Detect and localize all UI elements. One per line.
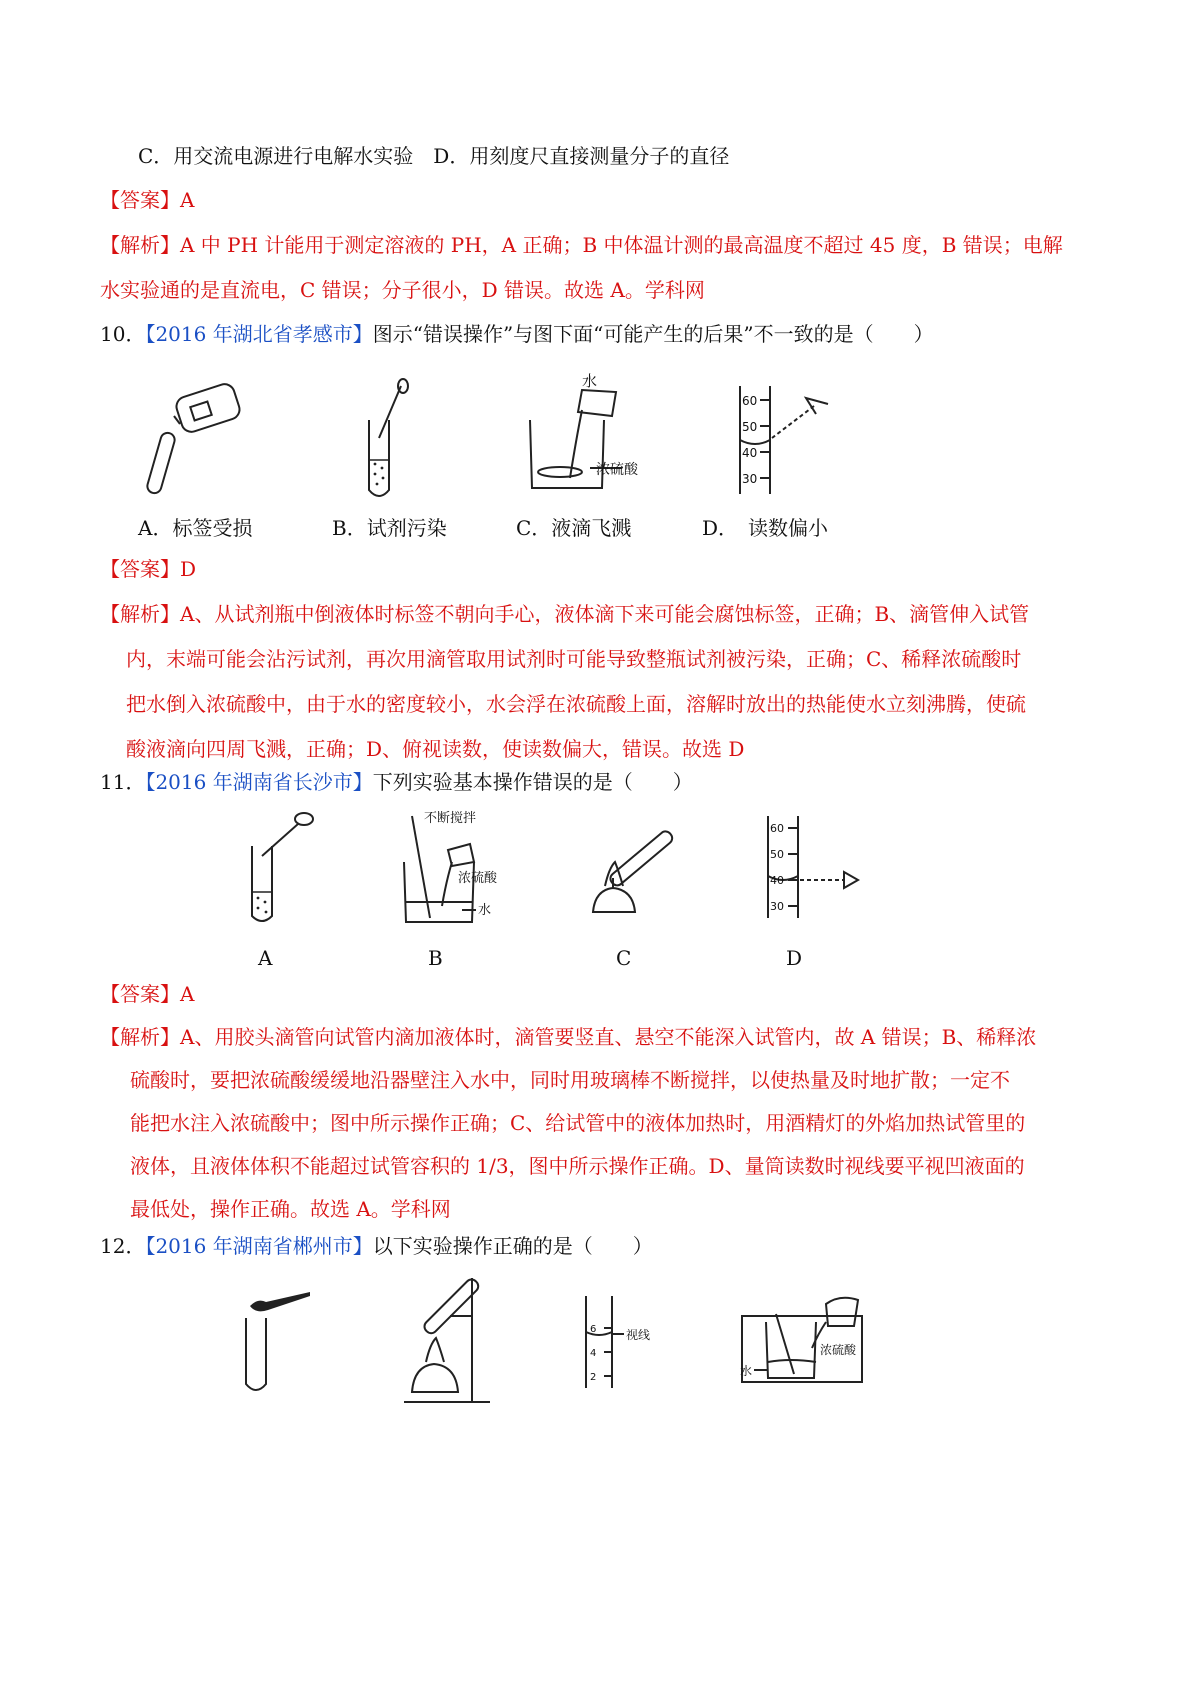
q12-figure-2	[390, 1270, 500, 1410]
q10-analysis-line2: 内，末端可能会沾污试剂，再次用滴管取用试剂时可能导致整瓶试剂被污染，正确；C、稀释浓硫酸时	[126, 647, 1022, 671]
q12-figure-1	[236, 1288, 326, 1398]
q11-analysis-line3: 能把水注入浓硫酸中；图中所示操作正确；C、给试管中的液体加热时，用酒精灯的外焰加热试管里的	[130, 1111, 1026, 1135]
tick-label: 6	[590, 1324, 597, 1335]
q10-figure-b	[355, 378, 415, 508]
q9-analysis-line1	[100, 233, 1063, 257]
q11-analysis-line2: 硫酸时，要把浓硫酸缓缓地沿器壁注入水中，同时用玻璃棒不断搅拌，以使热量及时地扩散；一定不	[130, 1068, 1010, 1092]
q11-caption-a: A	[258, 946, 273, 970]
question-number: 10．	[100, 322, 146, 346]
fig-label-acid: 浓硫酸	[596, 462, 638, 478]
q11-analysis-line1	[100, 1025, 1036, 1049]
tick-label: 60	[770, 822, 784, 835]
tick-label: 50	[770, 848, 784, 861]
q11-figure-c	[575, 816, 695, 926]
q12-stem-line	[100, 1234, 653, 1258]
q10-analysis-line3: 把水倒入浓硫酸中，由于水的密度较小，水会浮在浓硫酸上面，溶解时放出的热能使水立刻沸腾，使硫	[126, 692, 1026, 716]
q11-caption-b: B	[428, 946, 443, 970]
q10-answer-line	[100, 557, 196, 581]
q11-analysis-line4: 液体，且液体体积不能超过试管容积的 1/3，图中所示操作正确。D、量筒读数时视线要平视凹液面的	[130, 1154, 1025, 1178]
q12-figure-3	[578, 1292, 678, 1392]
fig-label-water: 水	[740, 1364, 753, 1378]
tick-label: 30	[742, 472, 758, 486]
tick-label: 4	[590, 1348, 597, 1359]
q11-figure-a	[232, 810, 322, 930]
fig-label-stir: 不断搅拌	[424, 811, 477, 826]
answer-tag: 【答案】	[100, 188, 180, 212]
analysis-text: A、用胶头滴管向试管内滴加液体时，滴管要竖直、悬空不能深入试管内，故 A 错误；B、稀释浓	[180, 1025, 1037, 1049]
q10-analysis-line4: 酸液滴向四周飞溅，正确；D、俯视读数，使读数偏大，错误。故选 D	[126, 737, 745, 761]
question-stem: 以下实验操作正确的是（ ）	[372, 1234, 653, 1258]
q10-stem-line	[100, 322, 934, 346]
q11-caption-d: D	[786, 946, 803, 970]
fig-label-sight: 视线	[626, 1328, 651, 1342]
q11-caption-c: C	[616, 946, 632, 970]
q9-analysis-line2: 水实验通的是直流电，C 错误；分子很小，D 错误。故选 A。学科网	[100, 278, 705, 302]
tick-label: 40	[742, 446, 758, 460]
question-source: 【2016 年湖南省长沙市】	[145, 770, 373, 794]
q10-figure-d	[730, 380, 840, 500]
q11-stem-line	[100, 770, 693, 794]
answer-value: D	[180, 557, 197, 581]
tick-label: 50	[742, 420, 758, 434]
q11-figure-d	[760, 812, 870, 922]
q11-figure-b	[390, 806, 520, 930]
q10-figure-a	[140, 380, 250, 500]
q10-option-b: B．试剂污染	[332, 516, 447, 540]
tick-label: 30	[770, 900, 784, 913]
q9-answer-line	[100, 188, 194, 212]
tick-label: 60	[742, 394, 758, 408]
question-source: 【2016 年湖南省郴州市】	[145, 1234, 373, 1258]
q11-analysis-line5: 最低处，操作正确。故选 A。学科网	[130, 1197, 451, 1221]
tick-label: 40	[770, 874, 784, 887]
answer-value: A	[180, 982, 195, 1006]
q11-answer-line	[100, 982, 194, 1006]
question-number: 11．	[100, 770, 146, 794]
answer-value: A	[180, 188, 195, 212]
analysis-tag: 【解析】	[100, 602, 180, 626]
question-source: 【2016 年湖北省孝感市】	[145, 322, 373, 346]
question-stem: 下列实验基本操作错误的是（ ）	[372, 770, 693, 794]
q10-option-a: A．标签受损	[138, 516, 253, 540]
analysis-text: A 中 PH 计能用于测定溶液的 PH，A 正确；B 中体温计测的最高温度不超过 45 度，B 错误；电解	[180, 233, 1063, 257]
question-number: 12．	[100, 1234, 146, 1258]
fig-label-acid: 浓硫酸	[458, 871, 498, 886]
question-stem: 图示“错误操作”与图下面“可能产生的后果”不一致的是（ ）	[372, 322, 934, 346]
answer-tag: 【答案】	[100, 982, 180, 1006]
fig-label-acid: 浓硫酸	[820, 1343, 857, 1357]
analysis-text: A、从试剂瓶中倒液体时标签不朝向手心，液体滴下来可能会腐蚀标签，正确；B、滴管伸入试管	[180, 602, 1030, 626]
answer-tag: 【答案】	[100, 557, 180, 581]
fig-label-water: 水	[582, 372, 598, 390]
analysis-tag: 【解析】	[100, 1025, 180, 1049]
q10-figure-c	[520, 370, 650, 500]
q9-option-cd: C．用交流电源进行电解水实验 D．用刻度尺直接测量分子的直径	[138, 144, 730, 168]
tick-label: 2	[590, 1372, 597, 1383]
q10-analysis-line1	[100, 602, 1029, 626]
q10-option-d: D． 读数偏小	[702, 516, 829, 540]
fig-label-water: 水	[478, 903, 492, 918]
analysis-tag: 【解析】	[100, 233, 180, 257]
q10-option-c: C．液滴飞溅	[516, 516, 632, 540]
q12-figure-4	[740, 1292, 870, 1392]
